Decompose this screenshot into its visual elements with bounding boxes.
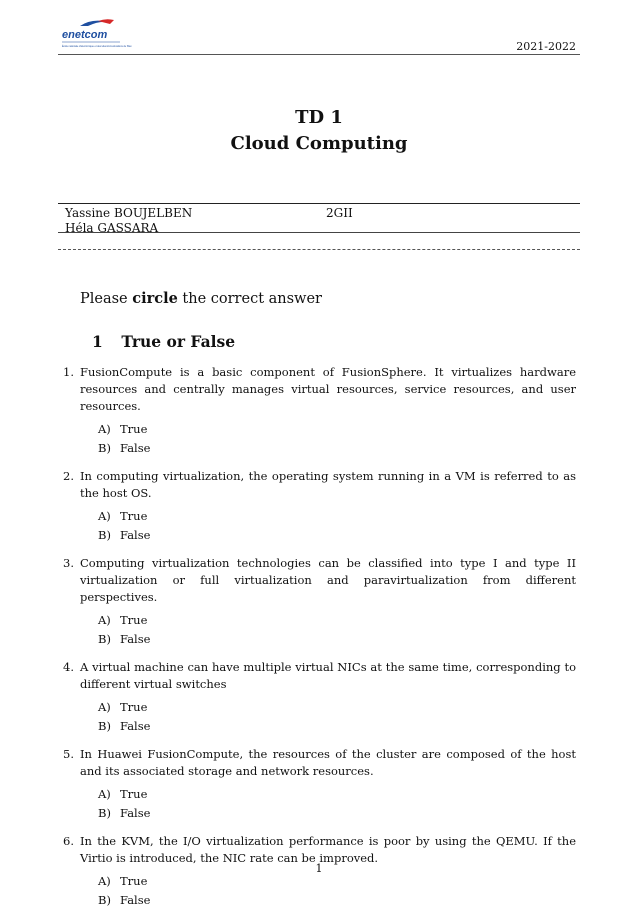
option-letter: B) bbox=[98, 893, 111, 907]
option-label: False bbox=[120, 441, 151, 455]
question-number: 3. bbox=[63, 556, 74, 570]
question-text: FusionCompute is a basic component of FusionSphere. It virtualizes hardware resources and centrally manages virtual resources, service resources, and user resources. bbox=[80, 365, 576, 413]
option-letter: B) bbox=[98, 719, 111, 733]
answer-option[interactable] bbox=[98, 612, 576, 631]
question-item bbox=[58, 746, 576, 824]
logo-subtitle: École nationale d'électronique et des télécommunications de Sfax bbox=[62, 45, 132, 48]
option-label: False bbox=[120, 806, 151, 820]
answer-option[interactable] bbox=[98, 892, 576, 911]
author-name: Yassine BOUJELBEN bbox=[65, 206, 193, 220]
answer-option[interactable] bbox=[98, 873, 576, 892]
enetcom-logo bbox=[58, 18, 132, 50]
author-table-bottom-rule bbox=[58, 232, 580, 233]
answer-option[interactable] bbox=[98, 421, 576, 440]
answer-options bbox=[80, 612, 576, 650]
academic-year: 2021-2022 bbox=[516, 40, 576, 53]
option-label: True bbox=[120, 874, 148, 888]
document-title bbox=[0, 105, 638, 157]
answer-option[interactable] bbox=[98, 699, 576, 718]
option-letter: A) bbox=[98, 422, 111, 436]
answer-options bbox=[80, 421, 576, 459]
question-number: 6. bbox=[63, 834, 74, 848]
class-name: 2GII bbox=[326, 206, 353, 220]
answer-option[interactable] bbox=[98, 786, 576, 805]
question-text: In Huawei FusionCompute, the resources of the cluster are composed of the host and its associated storage and network resources. bbox=[80, 747, 576, 778]
question-list bbox=[58, 364, 576, 920]
question-text: Computing virtualization technologies can be classified into type I and type II virtualization or full virtualization and paravirtualization from different perspectives. bbox=[80, 556, 576, 604]
option-letter: A) bbox=[98, 874, 111, 888]
author-table-top-rule bbox=[58, 203, 580, 204]
question-number: 5. bbox=[63, 747, 74, 761]
section-number: 1 bbox=[92, 332, 103, 351]
option-label: True bbox=[120, 700, 148, 714]
question-text: In the KVM, the I/O virtualization performance is poor by using the QEMU. If the Virtio is introduced, the NIC rate can be improved. bbox=[80, 834, 576, 865]
option-letter: B) bbox=[98, 528, 111, 542]
option-label: True bbox=[120, 422, 148, 436]
author-name: Héla GASSARA bbox=[65, 221, 159, 235]
option-label: True bbox=[120, 613, 148, 627]
instruction-prefix: Please bbox=[80, 291, 128, 307]
question-item bbox=[58, 555, 576, 650]
answer-option[interactable] bbox=[98, 527, 576, 546]
option-label: False bbox=[120, 632, 151, 646]
instruction-bold: circle bbox=[132, 290, 178, 307]
answer-options bbox=[80, 699, 576, 737]
option-label: True bbox=[120, 787, 148, 801]
answer-options bbox=[80, 873, 576, 911]
question-item bbox=[58, 364, 576, 459]
question-text: In computing virtualization, the operating system running in a VM is referred to as the host OS. bbox=[80, 469, 576, 500]
question-number: 2. bbox=[63, 469, 74, 483]
option-letter: A) bbox=[98, 509, 111, 523]
question-item bbox=[58, 659, 576, 737]
option-letter: A) bbox=[98, 700, 111, 714]
question-number: 4. bbox=[63, 660, 74, 674]
question-item bbox=[58, 468, 576, 546]
section-title: True or False bbox=[121, 332, 236, 351]
option-letter: B) bbox=[98, 806, 111, 820]
answer-option[interactable] bbox=[98, 440, 576, 459]
answer-options bbox=[80, 786, 576, 824]
dashed-separator bbox=[58, 249, 580, 250]
answer-option[interactable] bbox=[98, 631, 576, 650]
answer-option[interactable] bbox=[98, 805, 576, 824]
option-label: False bbox=[120, 528, 151, 542]
option-label: False bbox=[120, 719, 151, 733]
answer-option[interactable] bbox=[98, 508, 576, 527]
option-letter: B) bbox=[98, 441, 111, 455]
section-heading bbox=[92, 332, 235, 351]
question-number: 1. bbox=[63, 365, 74, 379]
answer-option[interactable] bbox=[98, 718, 576, 737]
logo-wordmark: enetcom bbox=[62, 29, 108, 41]
answer-options bbox=[80, 508, 576, 546]
option-label: False bbox=[120, 893, 151, 907]
question-text: A virtual machine can have multiple virtual NICs at the same time, corresponding to different virtual switches bbox=[80, 660, 576, 691]
title-line-1: TD 1 bbox=[295, 107, 343, 128]
option-letter: B) bbox=[98, 632, 111, 646]
option-letter: A) bbox=[98, 613, 111, 627]
option-letter: A) bbox=[98, 787, 111, 801]
instruction-suffix: the correct answer bbox=[182, 291, 322, 307]
header-rule bbox=[58, 54, 580, 55]
page-number: 1 bbox=[315, 862, 323, 875]
instruction-text bbox=[80, 290, 322, 307]
title-line-2: Cloud Computing bbox=[230, 133, 408, 154]
option-label: True bbox=[120, 509, 148, 523]
